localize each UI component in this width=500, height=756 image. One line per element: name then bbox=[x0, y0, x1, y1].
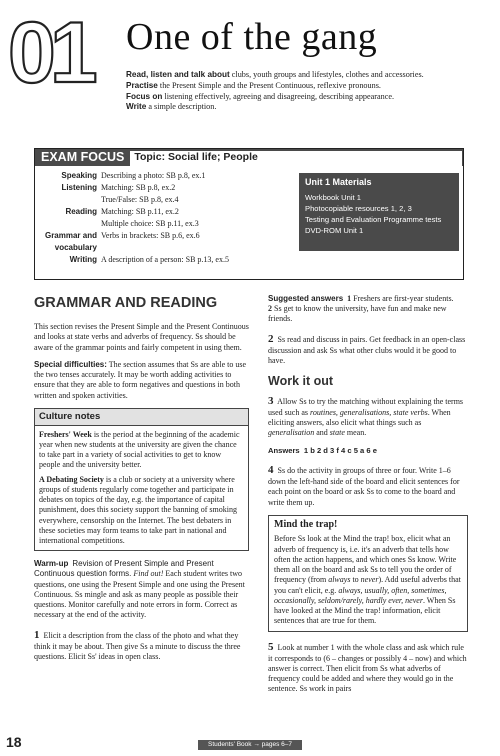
left-column bbox=[34, 294, 249, 669]
exam-focus-row: Speaking Describing a photo: SB p.8, ex.1 bbox=[61, 171, 206, 180]
difficulties-paragraph: Special difficulties: The section assumes that Ss are able to use the two tenses accurately. It may be worth adding activities to ensure that they are able to form negatives and questions in both written and spoken activities. bbox=[34, 359, 247, 400]
exercise-5: 5 Look at number 1 with the whole class and ask which rule it corresponds to (6 – changes or possibly 4 – now) and which answer is correct. Then elicit from Ss what adverbs of frequency could be added and where they would go in the sentence. Ss work in pairs bbox=[268, 640, 467, 694]
exam-focus-label: EXAM FOCUS bbox=[41, 149, 125, 164]
exercise-2: 2 Ss read and discuss in pairs. Get feedback in an open-class discussion and ask Ss what other clubs would it be good to have. bbox=[268, 332, 466, 366]
exam-focus-row: True/False: SB p.8, ex.4 bbox=[101, 195, 179, 204]
students-book-reference: Students' Book → pages 6–7 bbox=[198, 740, 302, 750]
materials-title: Unit 1 Materials bbox=[305, 177, 372, 187]
mind-the-trap-box bbox=[268, 515, 468, 632]
warmup-paragraph: Warm-up Revision of Present Simple and Present Continuous question forms. Find out! Each student writes two questions, one using the Present Simple and one using the Present Continuous. Ss mingle and ask as many people as possible their questions. Monitor carefully and note errors in form. Correct as necessary at the end of the activity. bbox=[34, 559, 245, 620]
culture-notes-title: Culture notes bbox=[35, 409, 248, 426]
exam-focus-table bbox=[35, 170, 295, 266]
exercise-3: 3 Allow Ss to try the matching without explaining the terms used such as routines, generalisations, state verbs. When eliciting answers, also elicit what things such as generalisation and state mean. bbox=[268, 394, 464, 438]
suggested-answers: Suggested answers 1 Freshers are first-year students. 2 Ss get to know the university, have fun and make new friends. bbox=[268, 294, 454, 324]
culture-notes-box bbox=[34, 408, 249, 551]
exam-focus-row: Reading Matching: SB p.11, ex.2 bbox=[65, 207, 179, 216]
mind-the-trap-text: Before Ss look at the Mind the trap! box, elicit what an adverb of frequency is, i.e. it's an adverb that tells how often the action happens, and which ones Ss know. Write them all on the board and ask Ss to tell you the order of frequency (from always to never). Add useful adverbs that you can't elicit, e.g. always, usually, often, sometimes, occasionally, seldom/rarely, hardly ever, never. When Ss have looked at the Mind the trap! information, elicit sentences that are true for them. bbox=[274, 534, 461, 626]
exam-focus-row: Grammar and Verbs in brackets: SB p.6, ex.6 bbox=[44, 231, 200, 240]
exam-focus-row: Writing A description of a person: SB p.13, ex.5 bbox=[69, 255, 229, 264]
unit-materials-box bbox=[299, 173, 459, 251]
unit-objectives bbox=[126, 70, 466, 113]
unit-number-graphic bbox=[6, 4, 106, 92]
objective-item: Practise the Present Simple and the Present Continuous, reflexive pronouns. bbox=[126, 80, 381, 90]
section-title: GRAMMAR AND READING bbox=[34, 295, 218, 311]
intro-paragraph: This section revises the Present Simple and the Present Continuous and looks at state verbs and adverbs of frequency. Ss should be aware of the grammar points and fairly competent in using them. bbox=[34, 322, 249, 352]
exam-focus-box bbox=[34, 148, 464, 280]
materials-item: Photocopiable resources 1, 2, 3 bbox=[305, 204, 412, 214]
culture-note: Freshers' Week is the period at the beginning of the academic year when new students at the university are given the chance to take part in a variety of social activities to get to know people and the university better. bbox=[39, 429, 240, 470]
exam-focus-row: Multiple choice: SB p.11, ex.3 bbox=[101, 219, 199, 228]
materials-item: Testing and Evaluation Programme tests bbox=[305, 215, 442, 225]
objective-item: Read, listen and talk about clubs, youth groups and lifestyles, clothes and accessories. bbox=[126, 70, 424, 79]
materials-item: DVD-ROM Unit 1 bbox=[305, 226, 364, 236]
culture-note: A Debating Society is a club or society at a university where groups of students regularly come together and participate in debates on topics of the day, e.g. the importance of capital punishment, does this society support the banning of smoking everywhere, censorship on the Internet. The best debaters in these societies may form teams to take part in national and international competitions. bbox=[39, 474, 237, 545]
exercise-1: 1 Elicit a description from the class of the photo and what they think it may be about. Then give Ss a minute to discuss the three questions. Elicit Ss' ideas in open class. bbox=[34, 628, 241, 661]
objective-item: Write a simple description. bbox=[126, 102, 217, 112]
page-number: 18 bbox=[6, 734, 22, 750]
right-column bbox=[268, 294, 468, 702]
exam-focus-topic: Topic: Social life; People bbox=[130, 151, 462, 166]
objective-item: Focus on listening effectively, agreeing and disagreeing, describing appearance. bbox=[126, 91, 395, 101]
exercise-4: 4 Ss do the activity in groups of three or four. Write 1–6 down the left-hand side of the board and elicit sentences for each point on the board or ask Ss to come to the board and write them up. bbox=[268, 464, 460, 507]
unit-title: One of the gang bbox=[126, 16, 378, 58]
mind-the-trap-title: Mind the trap! bbox=[274, 518, 338, 530]
exam-focus-header bbox=[35, 149, 463, 166]
materials-item: Workbook Unit 1 bbox=[305, 193, 361, 203]
work-it-out-title: Work it out bbox=[268, 374, 334, 389]
exam-focus-row: vocabulary bbox=[54, 243, 97, 252]
unit-number: 01 bbox=[8, 5, 92, 92]
exam-focus-row: Listening Matching: SB p.8, ex.2 bbox=[61, 183, 176, 192]
answers-line: Answers 1 b 2 d 3 f 4 c 5 a 6 e bbox=[268, 445, 377, 455]
